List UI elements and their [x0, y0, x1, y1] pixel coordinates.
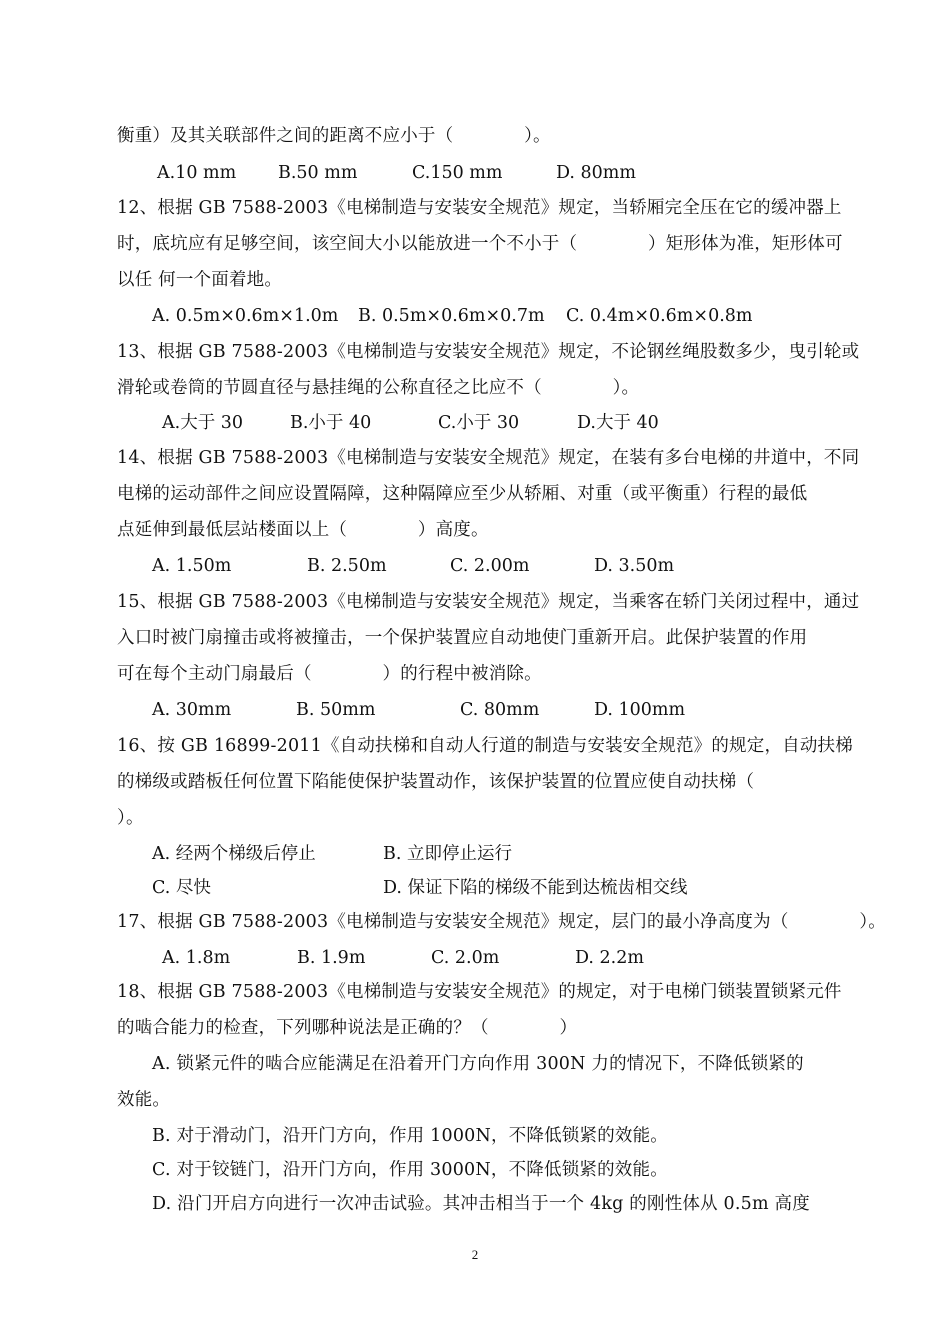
option-14-c: C. 2.00m	[450, 556, 530, 576]
option-15-d: D. 100mm	[594, 700, 686, 720]
option-11-d: D. 80mm	[556, 163, 636, 183]
option-11-c: C.150 mm	[412, 163, 503, 183]
question-18-text: 的啮合能力的检查，下列哪种说法是正确的？（ ）	[117, 1018, 578, 1038]
option-16-c: C. 尽快	[152, 878, 211, 898]
option-18-c: C. 对于铰链门，沿开门方向，作用 3000N，不降低锁紧的效能。	[152, 1160, 668, 1180]
option-11-b: B.50 mm	[278, 163, 358, 183]
option-14-b: B. 2.50m	[307, 556, 387, 576]
question-11-text: 衡重）及其关联部件之间的距离不应小于（ ）。	[117, 126, 551, 146]
question-14-text: 14、根据 GB 7588-2003《电梯制造与安装安全规范》规定，在装有多台电梯的井道中，不同	[117, 448, 860, 468]
option-13-d: D.大于 40	[577, 413, 659, 433]
option-16-d: D. 保证下陷的梯级不能到达梳齿相交线	[383, 878, 688, 898]
option-12-c: C. 0.4m×0.6m×0.8m	[566, 306, 753, 326]
option-13-b: B.小于 40	[290, 413, 372, 433]
option-12-a: A. 0.5m×0.6m×1.0m	[152, 306, 339, 326]
option-18-b: B. 对于滑动门，沿开门方向，作用 1000N，不降低锁紧的效能。	[152, 1126, 668, 1146]
question-16-text: 16、按 GB 16899-2011《自动扶梯和自动人行道的制造与安装安全规范》的规定，自动扶梯	[117, 736, 853, 756]
question-15-text: 入口时被门扇撞击或将被撞击，一个保护装置应自动地使门重新开启。此保护装置的作用	[117, 628, 808, 648]
question-15-text: 可在每个主动门扇最后（ ）的行程中被消除。	[117, 664, 542, 684]
question-12-text: 时，底坑应有足够空间，该空间大小以能放进一个不小于（ ）矩形体为准，矩形体可	[117, 234, 843, 254]
question-13-text: 13、根据 GB 7588-2003《电梯制造与安装安全规范》规定，不论钢丝绳股数多少，曳引轮或	[117, 342, 860, 362]
option-17-a: A. 1.8m	[162, 948, 231, 968]
option-18-d: D. 沿门开启方向进行一次冲击试验。其冲击相当于一个 4kg 的刚性体从 0.5m 高度	[152, 1194, 810, 1214]
option-15-b: B. 50mm	[296, 700, 376, 720]
question-15-text: 15、根据 GB 7588-2003《电梯制造与安装安全规范》规定，当乘客在轿门关闭过程中，通过	[117, 592, 860, 612]
option-15-a: A. 30mm	[152, 700, 232, 720]
option-16-b: B. 立即停止运行	[383, 844, 512, 864]
option-17-b: B. 1.9m	[297, 948, 366, 968]
option-13-a: A.大于 30	[162, 413, 244, 433]
option-18-a: A. 锁紧元件的啮合应能满足在沿着开门方向作用 300N 力的情况下，不降低锁紧的	[152, 1054, 804, 1074]
question-16-text: ）。	[117, 808, 144, 828]
question-13-text: 滑轮或卷筒的节圆直径与悬挂绳的公称直径之比应不（ ）。	[117, 378, 640, 398]
question-18-text: 18、根据 GB 7588-2003《电梯制造与安装安全规范》的规定，对于电梯门锁装置锁紧元件	[117, 982, 842, 1002]
option-17-d: D. 2.2m	[575, 948, 644, 968]
page-number: 2	[471, 1247, 479, 1262]
option-15-c: C. 80mm	[460, 700, 540, 720]
option-14-a: A. 1.50m	[152, 556, 232, 576]
question-14-text: 电梯的运动部件之间应设置隔障，这种隔障应至少从轿厢、对重（或平衡重）行程的最低	[117, 484, 808, 504]
question-17-text: 17、根据 GB 7588-2003《电梯制造与安装安全规范》规定，层门的最小净高度为（ ）。	[117, 912, 886, 932]
option-17-c: C. 2.0m	[431, 948, 500, 968]
option-13-c: C.小于 30	[438, 413, 520, 433]
option-14-d: D. 3.50m	[594, 556, 675, 576]
question-16-text: 的梯级或踏板任何位置下陷能使保护装置动作，该保护装置的位置应使自动扶梯（	[117, 772, 755, 792]
option-16-a: A. 经两个梯级后停止	[152, 844, 316, 864]
option-18-a-continued: 效能。	[117, 1090, 171, 1110]
question-12-text: 以任 何一个面着地。	[117, 270, 283, 290]
option-11-a: A.10 mm	[157, 163, 237, 183]
question-14-text: 点延伸到最低层站楼面以上（ ）高度。	[117, 520, 489, 540]
question-12-text: 12、根据 GB 7588-2003《电梯制造与安装安全规范》规定，当轿厢完全压在它的缓冲器上	[117, 198, 842, 218]
option-12-b: B. 0.5m×0.6m×0.7m	[358, 306, 545, 326]
